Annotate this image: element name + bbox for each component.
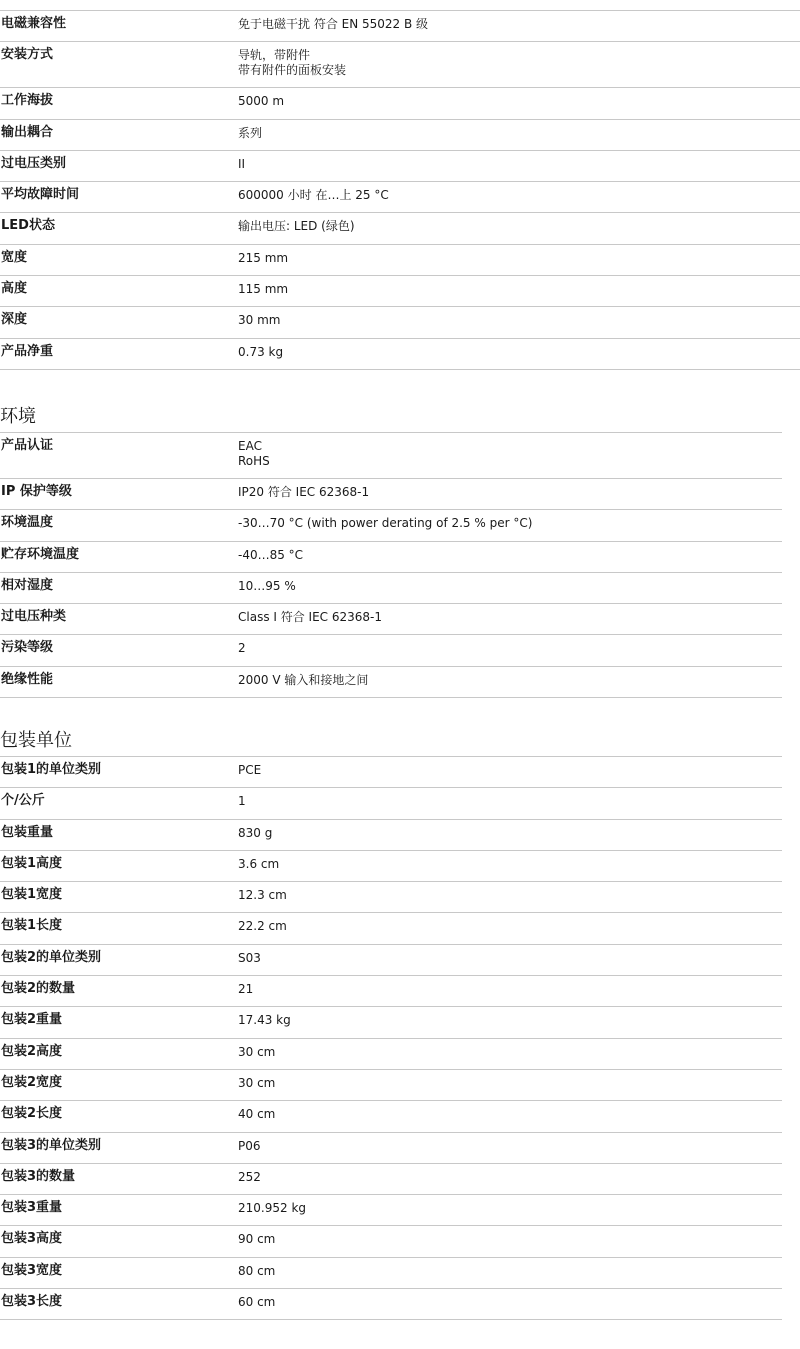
table-row [0,912,782,943]
row-value: 10…95 % [238,578,296,593]
row-label: 包装3的单位类别 [1,1137,102,1153]
row-value: S03 [238,950,261,965]
row-label: 产品认证 [1,438,54,453]
table-row [0,275,800,306]
table-row [0,478,782,509]
row-value-line: RoHS [238,454,270,468]
row-value: 830 g [238,825,273,840]
table-row [0,634,782,665]
section-title-environment: 环境 [0,406,36,427]
row-label: 包装1的单位类别 [1,762,102,777]
row-value: Class I 符合 IEC 62368-1 [238,610,383,625]
row-label: 包装2高度 [1,1043,63,1059]
row-value: 30 mm [238,313,281,328]
table-row [0,572,782,603]
table-row [0,212,800,243]
row-value: 21 [238,982,254,997]
table-row [0,150,800,181]
spec-table [0,10,800,370]
row-value: II [238,156,246,171]
row-label: 工作海拔 [1,93,54,109]
row-value: 210.952 kg [238,1201,307,1216]
table-row [0,756,782,787]
table-row [0,509,782,540]
table-row [0,87,800,118]
row-label: 平均故障时间 [1,187,80,203]
row-value: 系列 [238,125,263,140]
table-row [0,819,782,850]
row-label: 包装3长度 [1,1294,63,1310]
row-value: 1 [238,794,246,809]
table-row [0,1100,782,1131]
row-label: 包装1高度 [1,855,63,871]
table-row [0,181,800,212]
row-label: 包装1长度 [1,918,63,934]
row-label: 包装2的数量 [1,981,76,997]
row-value: 115 mm [238,282,289,297]
row-value: 600000 小时 在…上 25 °C [238,188,389,203]
row-label: 包装3宽度 [1,1262,63,1278]
row-label: 包装2的单位类别 [1,949,102,965]
row-label: 包装2宽度 [1,1074,63,1090]
table-row [0,1288,782,1319]
table-row [0,338,800,369]
table-row [0,1132,782,1163]
row-value: 30 cm [238,1075,276,1090]
table-row [0,10,800,41]
row-value: -40…85 °C [238,547,304,562]
row-value: 40 cm [238,1107,276,1122]
row-value: 60 cm [238,1295,276,1310]
table-row [0,881,782,912]
row-value-line: EAC [238,439,262,453]
row-label: 相对湿度 [1,577,54,593]
row-value-line: 导轨，带附件 [238,48,311,63]
table-row [0,432,782,478]
row-value [238,433,782,478]
row-value: 22.2 cm [238,919,287,934]
table-row [0,1006,782,1037]
table-row [0,944,782,975]
row-value: 12.3 cm [238,888,287,903]
row-label: 个/公斤 [1,793,45,809]
row-label: 包装1宽度 [1,887,63,903]
row-value: IP20 符合 IEC 62368-1 [238,485,370,499]
table-row [0,787,782,818]
row-value: 215 mm [238,250,289,265]
row-value: 输出电压: LED (绿色) [238,219,355,234]
row-label: LED状态 [1,218,55,234]
table-row [0,850,782,881]
row-label: 安装方式 [1,47,54,63]
row-label: 电磁兼容性 [1,16,67,31]
row-value-line: 带有附件的面板安装 [238,63,347,78]
table-row [0,1069,782,1100]
row-label: 包装3的数量 [1,1168,76,1184]
row-label: 包装2重量 [1,1012,63,1028]
table-row [0,41,800,87]
row-label: 宽度 [1,249,28,265]
section-title-packaging: 包装单位 [0,730,72,751]
table-row [0,1257,782,1288]
row-label: 污染等级 [1,640,54,656]
row-label: 包装3重量 [1,1200,63,1216]
row-label: IP 保护等级 [1,484,72,499]
row-label: 环境温度 [1,515,54,531]
row-value: 免于电磁干扰 符合 EN 55022 B 级 [238,17,429,31]
row-value: P06 [238,1138,261,1153]
row-value: PCE [238,763,262,777]
row-label: 产品净重 [1,343,54,359]
environment-table [0,432,782,698]
table-row [0,1194,782,1225]
table-row [0,1225,782,1256]
table-row [0,603,782,634]
row-label: 包装重量 [1,824,54,840]
row-label: 包装3高度 [1,1231,63,1247]
row-label: 绝缘性能 [1,671,54,687]
table-row [0,119,800,150]
table-row [0,666,782,697]
row-value: -30…70 °C (with power derating of 2.5 % per °C) [238,516,533,531]
row-value: 5000 m [238,94,285,109]
table-row [0,541,782,572]
row-label: 贮存环境温度 [1,546,80,562]
row-label: 深度 [1,312,28,328]
row-value: 80 cm [238,1263,276,1278]
table-row [0,244,800,275]
row-value: 2 [238,641,246,656]
row-value: 90 cm [238,1232,276,1247]
table-row [0,306,800,337]
row-label: 高度 [1,281,28,297]
row-label: 过电压类别 [1,155,67,171]
table-row [0,1038,782,1069]
row-value: 30 cm [238,1044,276,1059]
row-value: 2000 V 输入和接地之间 [238,672,369,687]
packaging-table [0,756,782,1320]
row-value: 3.6 cm [238,856,280,871]
row-label: 输出耦合 [1,124,54,140]
row-label: 过电压种类 [1,609,67,625]
row-value: 252 [238,1169,261,1184]
row-value: 17.43 kg [238,1013,291,1028]
row-label: 包装2长度 [1,1106,63,1122]
row-value: 0.73 kg [238,344,284,359]
table-row [0,975,782,1006]
row-value [238,42,800,87]
table-row [0,1163,782,1194]
